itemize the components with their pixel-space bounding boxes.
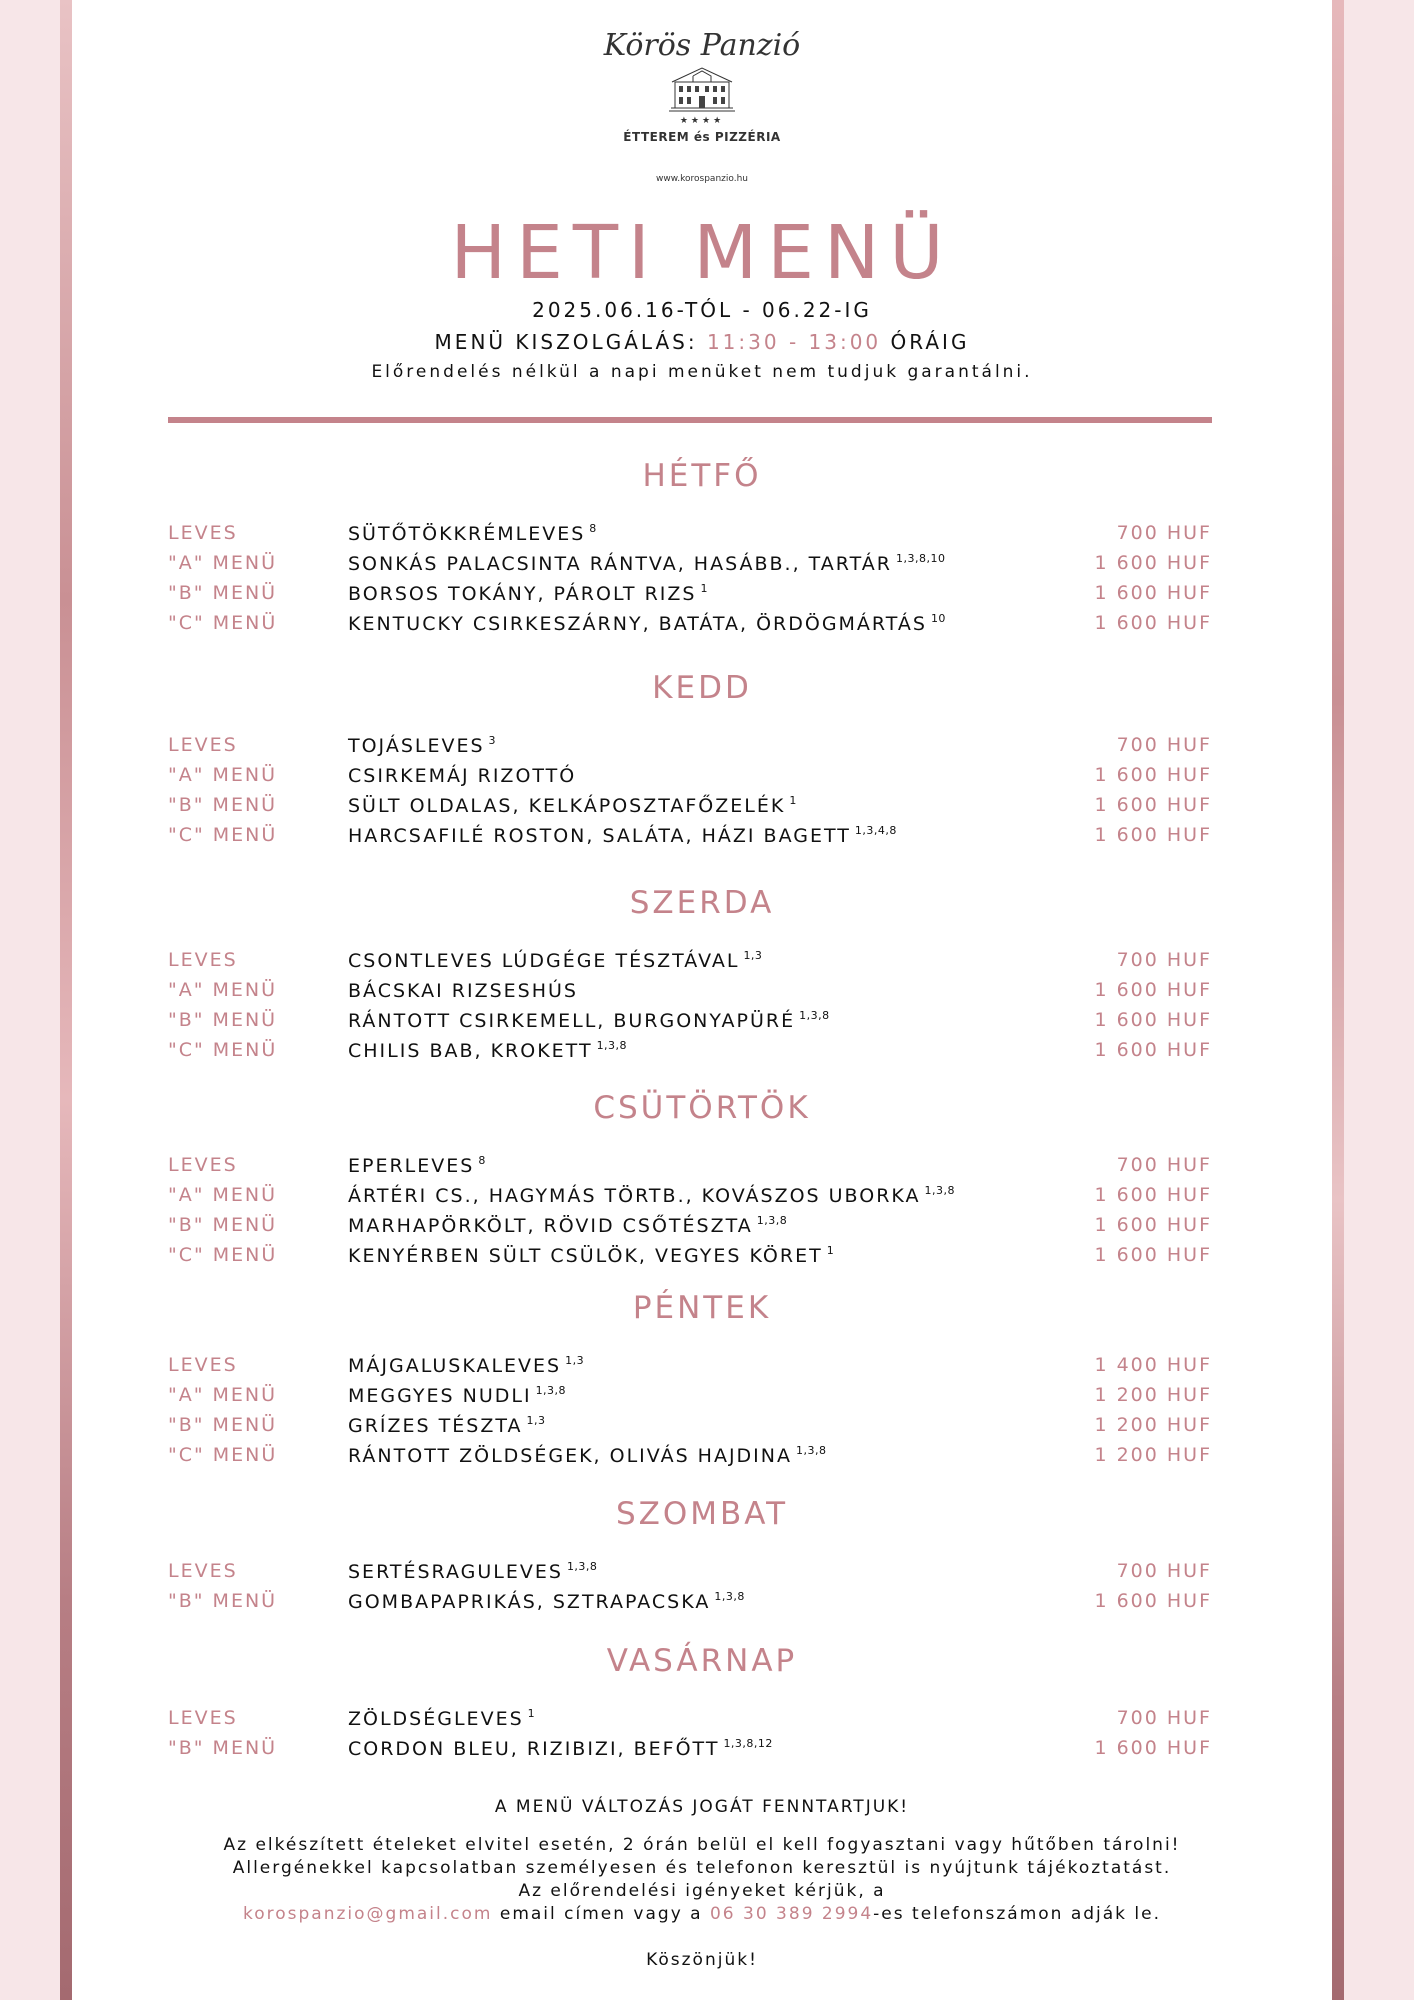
menu-item-row (168, 1384, 1212, 1412)
header-divider (168, 417, 1212, 423)
menu-item-label: LEVES (168, 949, 238, 971)
menu-item-label: LEVES (168, 1354, 238, 1376)
menu-item-dish (348, 1184, 955, 1207)
menu-item-price: 1 600 HUF (1094, 1590, 1212, 1612)
menu-item-row (168, 552, 1212, 580)
menu-item-price: 700 HUF (1116, 1707, 1212, 1729)
menu-dates: 2025.06.16-TÓL - 06.22-IG (532, 298, 872, 322)
menu-item-row (168, 612, 1212, 640)
menu-item-label: "A" MENÜ (168, 979, 278, 1001)
menu-item-price: 1 600 HUF (1094, 1244, 1212, 1266)
logo-stars: ★★★★ (679, 116, 725, 126)
menu-item-dish (348, 1009, 830, 1032)
menu-item-row (168, 979, 1212, 1007)
menu-item-price: 1 600 HUF (1094, 582, 1212, 604)
menu-item-label: "B" MENÜ (168, 1414, 278, 1436)
decorative-border-right (1332, 0, 1344, 2000)
menu-item-price: 1 200 HUF (1094, 1384, 1212, 1406)
menu-item-label: "B" MENÜ (168, 794, 278, 816)
contact-suffix-text: -es telefonszámon adják le. (873, 1904, 1162, 1924)
allergen-codes: 1 (789, 794, 797, 807)
menu-item-price: 1 200 HUF (1094, 1414, 1212, 1436)
menu-item-row (168, 1154, 1212, 1182)
contact-phone-link[interactable]: 06 30 389 2994 (709, 1904, 874, 1924)
footer-thanks: Köszönjük! (646, 1950, 758, 1970)
menu-item-dish (348, 522, 597, 545)
menu-item-row (168, 1354, 1212, 1382)
menu-item-label: "A" MENÜ (168, 1384, 278, 1406)
menu-item-row (168, 1244, 1212, 1272)
menu-item-row (168, 1414, 1212, 1442)
menu-item-dish (348, 764, 580, 787)
day-heading: VASÁRNAP (606, 1643, 798, 1679)
day-heading: SZOMBAT (615, 1496, 789, 1532)
menu-item-label: "B" MENÜ (168, 582, 278, 604)
menu-item-dish (348, 552, 945, 575)
dish-name: MEGGYES NUDLI (348, 1385, 532, 1407)
dish-name: KENYÉRBEN SÜLT CSÜLÖK, VEGYES KÖRET (348, 1245, 823, 1267)
menu-item-dish (348, 1354, 584, 1377)
dish-name: ÁRTÉRI CS., HAGYMÁS TÖRTB., KOVÁSZOS UBORKA (348, 1185, 921, 1207)
service-suffix: ÓRÁIG (881, 330, 970, 354)
footer-line-2: Allergénekkel kapcsolatban személyesen és telefonon keresztül is nyújtunk tájékoztatást. (232, 1858, 1172, 1878)
menu-item-label: LEVES (168, 522, 238, 544)
dish-name: SONKÁS PALACSINTA RÁNTVA, HASÁBB., TARTÁR (348, 553, 892, 575)
dish-name: CSONTLEVES LÚDGÉGE TÉSZTÁVAL (348, 950, 740, 972)
menu-item-label: "C" MENÜ (168, 824, 278, 846)
menu-item-dish (348, 979, 582, 1002)
menu-item-price: 700 HUF (1116, 1560, 1212, 1582)
allergen-codes: 1 (527, 1707, 536, 1720)
contact-mid-text: email címen vagy a (492, 1904, 710, 1924)
menu-item-label: LEVES (168, 1154, 238, 1176)
allergen-codes: 8 (478, 1154, 486, 1167)
menu-item-price: 1 600 HUF (1094, 1039, 1212, 1061)
menu-item-row (168, 522, 1212, 550)
contact-email-link[interactable]: korospanzio@gmail.com (242, 1904, 493, 1924)
menu-item-row (168, 582, 1212, 610)
menu-item-label: "B" MENÜ (168, 1009, 278, 1031)
allergen-codes: 1,3,8 (756, 1214, 788, 1227)
allergen-codes: 1,3,8 (796, 1444, 827, 1457)
dish-name: BÁCSKAI RIZSESHÚS (348, 980, 578, 1002)
menu-item-price: 1 600 HUF (1094, 764, 1212, 786)
menu-item-label: "C" MENÜ (168, 1039, 278, 1061)
menu-item-dish (348, 1384, 566, 1407)
menu-item-label: "A" MENÜ (168, 1184, 278, 1206)
menu-item-row (168, 734, 1212, 762)
allergen-codes: 1,3,8 (924, 1184, 956, 1197)
menu-item-row (168, 1737, 1212, 1765)
dish-name: MÁJGALUSKALEVES (348, 1355, 562, 1377)
allergen-codes: 1,3,8 (596, 1039, 628, 1052)
menu-item-dish (348, 1154, 486, 1177)
menu-item-row (168, 1707, 1212, 1735)
page-title: HETI MENÜ (450, 210, 954, 296)
dish-name: CORDON BLEU, RIZIBIZI, BEFŐTT (348, 1738, 720, 1760)
day-heading: PÉNTEK (632, 1290, 772, 1326)
menu-item-dish (348, 1444, 827, 1467)
menu-item-dish (348, 794, 797, 817)
menu-item-dish (348, 1707, 535, 1730)
footer-disclaimer: A MENÜ VÁLTOZÁS JOGÁT FENNTARTJUK! (494, 1797, 910, 1817)
dish-name: CSIRKEMÁJ RIZOTTÓ (348, 765, 577, 787)
menu-item-label: LEVES (168, 1707, 238, 1729)
allergen-codes: 1 (700, 582, 708, 595)
menu-item-label: "B" MENÜ (168, 1737, 278, 1759)
logo-brand-name: Körös Panzió (603, 28, 801, 63)
dish-name: RÁNTOTT CSIRKEMELL, BURGONYAPÜRÉ (348, 1010, 796, 1032)
service-time: 11:30 - 13:00 (706, 330, 882, 354)
dish-name: BORSOS TOKÁNY, PÁROLT RIZS (348, 583, 697, 605)
day-heading: SZERDA (629, 885, 775, 921)
menu-item-price: 1 600 HUF (1094, 1737, 1212, 1759)
dish-name: SÜTŐTÖKKRÉMLEVES (348, 523, 586, 545)
menu-item-label: LEVES (168, 734, 238, 756)
dish-name: RÁNTOTT ZÖLDSÉGEK, OLIVÁS HAJDINA (348, 1445, 792, 1467)
menu-item-price: 1 200 HUF (1094, 1444, 1212, 1466)
menu-item-row (168, 1560, 1212, 1588)
dish-name: TOJÁSLEVES (348, 735, 485, 757)
logo-subtitle: ÉTTEREM és PIZZÉRIA (623, 130, 781, 144)
menu-item-dish (348, 1590, 745, 1613)
allergen-codes: 1,3,8 (566, 1560, 598, 1573)
decorative-border-left (60, 0, 72, 2000)
dish-name: EPERLEVES (348, 1155, 475, 1177)
menu-item-label: LEVES (168, 1560, 238, 1582)
menu-item-row (168, 949, 1212, 977)
menu-item-price: 700 HUF (1116, 1154, 1212, 1176)
menu-item-dish (348, 734, 496, 757)
menu-item-price: 1 600 HUF (1094, 794, 1212, 816)
dish-name: ZÖLDSÉGLEVES (348, 1708, 524, 1730)
allergen-codes: 1 (826, 1244, 835, 1257)
dish-name: GRÍZES TÉSZTA (348, 1415, 523, 1437)
menu-item-dish (348, 612, 946, 635)
menu-item-dish (348, 582, 708, 605)
allergen-codes: 1,3 (743, 949, 763, 962)
service-prefix: MENÜ KISZOLGÁLÁS: (434, 330, 707, 354)
menu-item-dish (348, 1244, 834, 1267)
dish-name: HARCSAFILÉ ROSTON, SALÁTA, HÁZI BAGETT (348, 825, 851, 847)
menu-item-row (168, 1214, 1212, 1242)
allergen-codes: 1,3,8 (535, 1384, 567, 1397)
menu-item-dish (348, 1560, 597, 1583)
dish-name: GOMBAPAPRIKÁS, SZTRAPACSKA (348, 1591, 711, 1613)
menu-item-dish (348, 949, 762, 972)
allergen-codes: 1,3,8 (799, 1009, 830, 1022)
menu-item-row (168, 764, 1212, 792)
dish-name: SERTÉSRAGULEVES (348, 1561, 563, 1583)
menu-item-row (168, 794, 1212, 822)
allergen-codes: 1,3,8 (714, 1590, 745, 1603)
menu-item-price: 1 600 HUF (1094, 552, 1212, 574)
day-heading: CSÜTÖRTÖK (593, 1090, 811, 1126)
menu-item-row (168, 1184, 1212, 1212)
allergen-codes: 1,3 (565, 1354, 585, 1367)
menu-item-dish (348, 1214, 787, 1237)
footer-line-1: Az elkészített ételeket elvitel esetén, 2 órán belül el kell fogyasztani vagy hűtőben tárolni! (223, 1835, 1181, 1855)
menu-item-price: 700 HUF (1116, 734, 1212, 756)
menu-item-price: 1 600 HUF (1094, 612, 1212, 634)
menu-item-price: 1 400 HUF (1094, 1354, 1212, 1376)
dish-name: SÜLT OLDALAS, KELKÁPOSZTAFŐZELÉK (348, 795, 786, 817)
day-heading: KEDD (652, 670, 752, 706)
menu-item-price: 700 HUF (1116, 949, 1212, 971)
menu-item-label: "C" MENÜ (168, 1244, 278, 1266)
menu-sheet (72, 0, 1332, 2000)
menu-item-price: 1 600 HUF (1094, 824, 1212, 846)
menu-item-price: 1 600 HUF (1094, 1214, 1212, 1236)
menu-item-price: 1 600 HUF (1094, 979, 1212, 1001)
menu-item-label: "C" MENÜ (168, 612, 278, 634)
footer-line-3: Az előrendelési igényeket kérjük, a (518, 1881, 886, 1901)
menu-item-label: "A" MENÜ (168, 764, 278, 786)
menu-item-dish (348, 1414, 545, 1437)
menu-item-row (168, 1039, 1212, 1067)
allergen-codes: 3 (488, 734, 497, 747)
preorder-note: Előrendelés nélkül a napi menüket nem tudjuk garantálni. (371, 362, 1033, 382)
menu-item-dish (348, 1737, 773, 1760)
menu-item-label: "A" MENÜ (168, 552, 278, 574)
menu-item-row (168, 824, 1212, 852)
menu-item-price: 700 HUF (1116, 522, 1212, 544)
service-hours (72, 330, 1332, 354)
menu-item-label: "B" MENÜ (168, 1590, 278, 1612)
day-heading: HÉTFŐ (642, 458, 762, 494)
menu-item-dish (348, 1039, 627, 1062)
allergen-codes: 10 (930, 612, 946, 625)
website-link[interactable]: www.korospanzio.hu (656, 174, 748, 184)
building-logo-icon (669, 64, 735, 112)
dish-name: KENTUCKY CSIRKESZÁRNY, BATÁTA, ÖRDÖGMÁRTÁS (348, 613, 927, 635)
menu-item-label: "B" MENÜ (168, 1214, 278, 1236)
dish-name: CHILIS BAB, KROKETT (348, 1040, 593, 1062)
allergen-codes: 1,3,8,10 (895, 552, 946, 565)
dish-name: MARHAPÖRKÖLT, RÖVID CSŐTÉSZTA (348, 1215, 753, 1237)
menu-item-label: "C" MENÜ (168, 1444, 278, 1466)
menu-item-row (168, 1009, 1212, 1037)
menu-item-price: 1 600 HUF (1094, 1009, 1212, 1031)
allergen-codes: 8 (589, 522, 597, 535)
allergen-codes: 1,3 (526, 1414, 546, 1427)
menu-item-row (168, 1590, 1212, 1618)
allergen-codes: 1,3,4,8 (854, 824, 897, 837)
menu-item-row (168, 1444, 1212, 1472)
menu-item-price: 1 600 HUF (1094, 1184, 1212, 1206)
allergen-codes: 1,3,8,12 (723, 1737, 773, 1750)
footer-contact-line (72, 1904, 1332, 1924)
menu-item-dish (348, 824, 897, 847)
